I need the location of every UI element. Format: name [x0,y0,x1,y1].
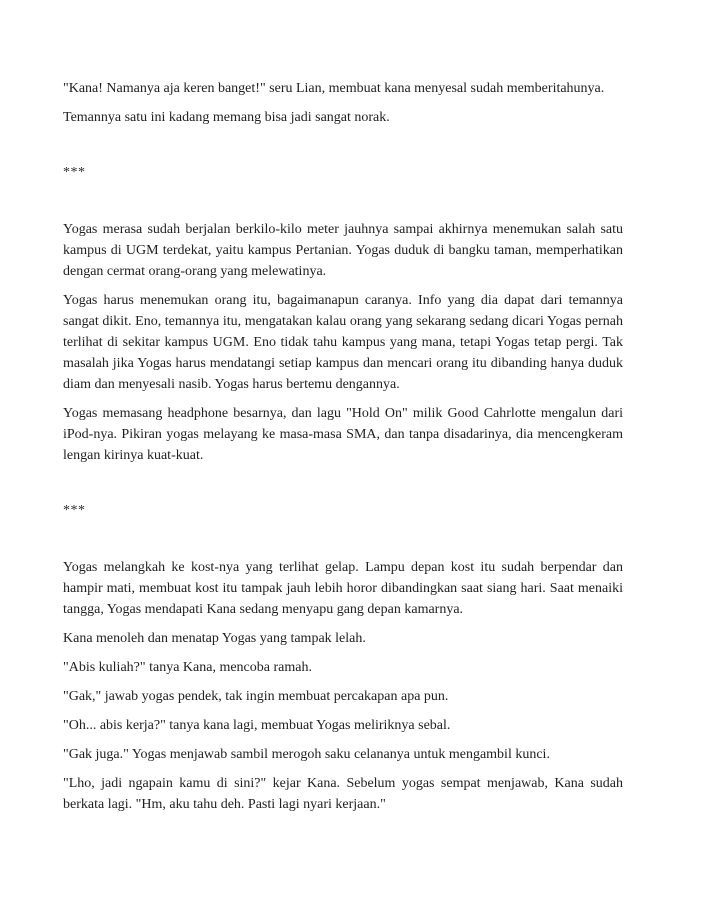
paragraph: Temannya satu ini kadang memang bisa jadi sangat norak. [63,110,390,125]
paragraph: Yogas melangkah ke kost-nya yang terlihat gelap. Lampu depan kost itu sudah berpendar dan hampir mati, membuat kost itu tampak jauh lebih horor dibandingkan saat siang hari. Saat menaiki tangga, Yogas mendapati Kana sedang menyapu gang depan kamarnya. [63,560,623,617]
paragraph: Yogas merasa sudah berjalan berkilo-kilo meter jauhnya sampai akhirnya menemukan salah satu kampus di UGM terdekat, yaitu kampus Pertanian. Yogas duduk di bangku taman, memperhatikan dengan cermat orang-orang yang melewatinya. [63,222,623,279]
paragraph: Yogas memasang headphone besarnya, dan lagu "Hold On" milik Good Cahrlotte mengalun dari iPod-nya. Pikiran yogas melayang ke masa-masa SMA, dan tanpa disadarinya, dia mencengkeram lengan kirinya kuat-kuat. [63,406,623,463]
paragraph: "Lho, jadi ngapain kamu di sini?" kejar Kana. Sebelum yogas sempat menjawab, Kana sudah berkata lagi. "Hm, aku tahu deh. Pasti lagi nyari kerjaan." [63,776,623,812]
paragraph: "Gak juga." Yogas menjawab sambil merogoh saku celananya untuk mengambil kunci. [63,747,550,762]
paragraph: Kana menoleh dan menatap Yogas yang tampak lelah. [63,631,366,646]
paragraph: "Gak," jawab yogas pendek, tak ingin membuat percakapan apa pun. [63,689,449,704]
paragraph: "Oh... abis kerja?" tanya kana lagi, membuat Yogas meliriknya sebal. [63,718,451,733]
paragraph: Yogas harus menemukan orang itu, bagaimanapun caranya. Info yang dia dapat dari temannya sangat dikit. Eno, temannya itu, mengatakan kalau orang yang sekarang sedang dicari Yogas pernah terlihat di sekitar kampus UGM. Eno tidak tahu kampus yang mana, tetapi Yogas tetap pergi. Tak masalah jika Yogas harus mendatangi setiap kampus dan mencari orang itu dibanding hanya duduk diam dan menyesali nasib. Yogas harus bertemu dengannya. [63,293,623,392]
paragraph: "Abis kuliah?" tanya Kana, mencoba ramah. [63,660,312,675]
scene-separator: *** [63,165,86,180]
scene-separator: *** [63,503,86,518]
paragraph: "Kana! Namanya aja keren banget!" seru Lian, membuat kana menyesal sudah memberitahunya. [63,81,605,96]
